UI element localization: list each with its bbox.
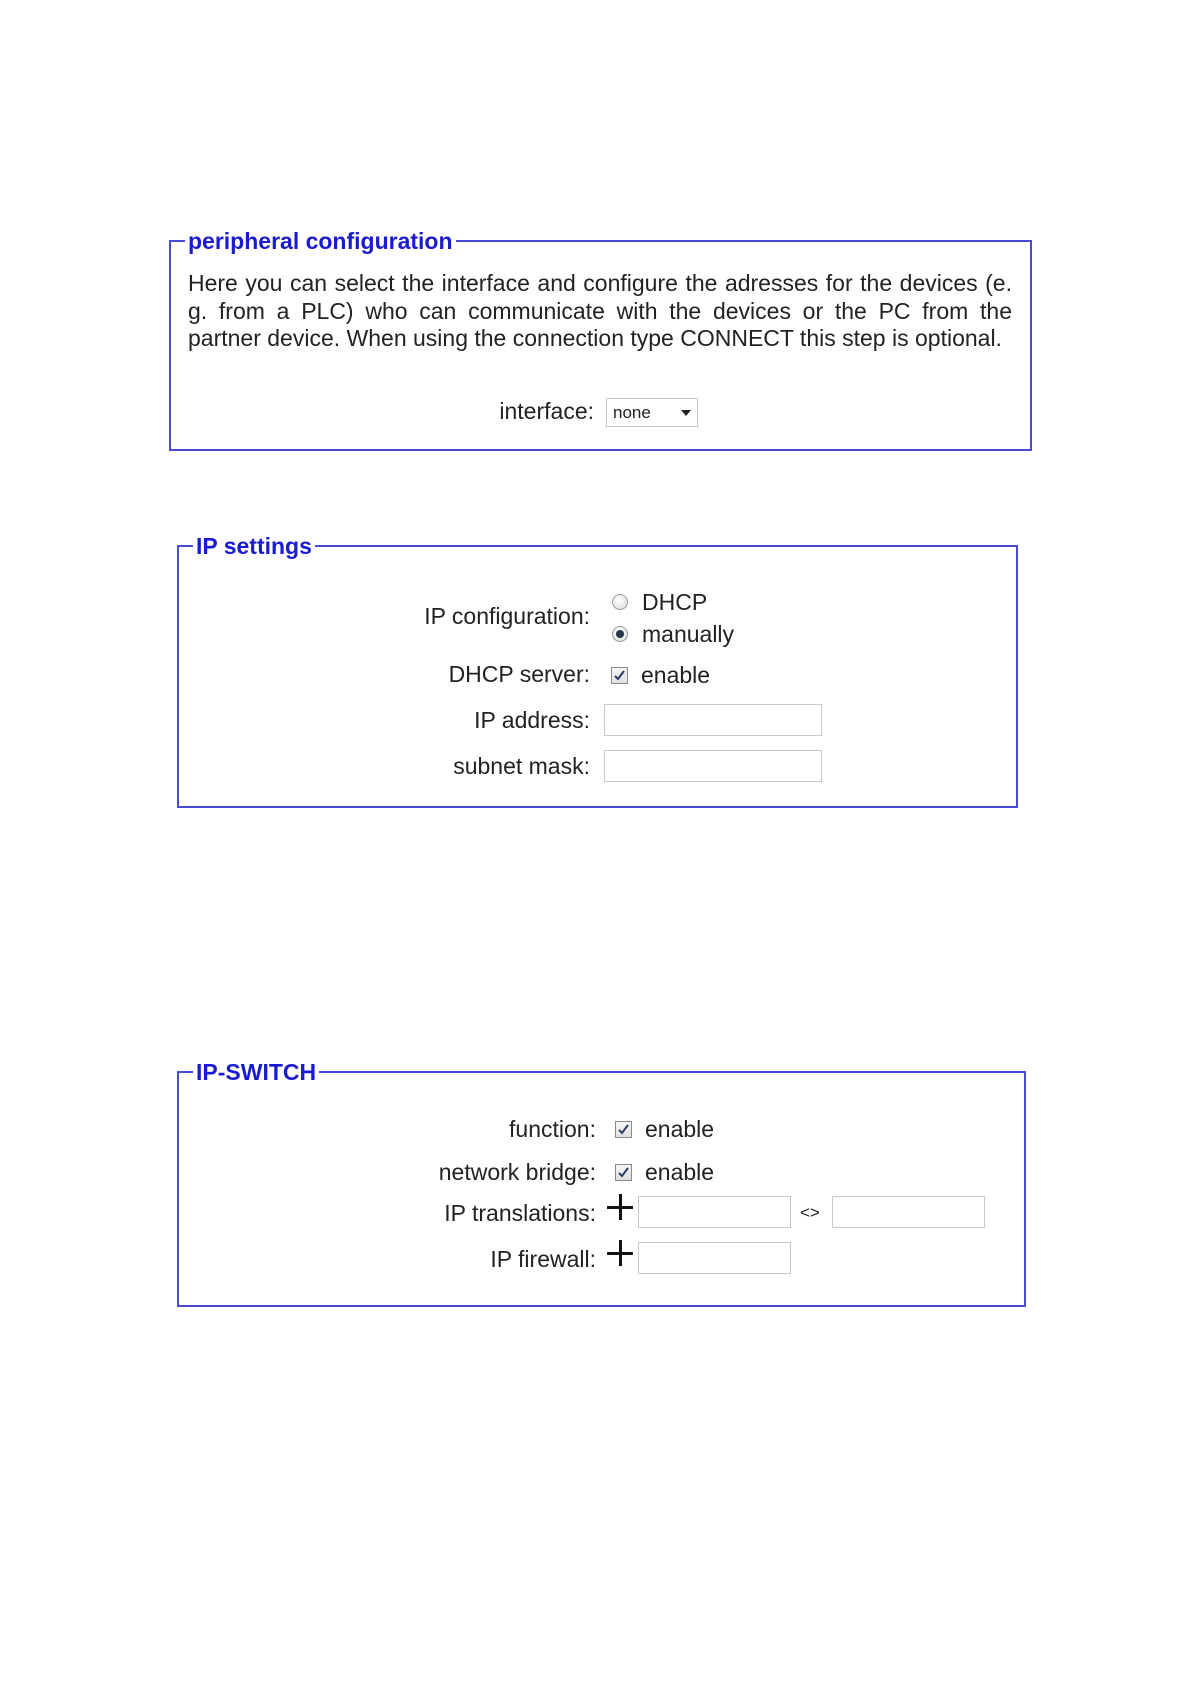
- function-label: function:: [509, 1116, 596, 1142]
- dhcp-server-option-label: enable: [641, 662, 711, 688]
- ip-translations-label: IP translations:: [444, 1200, 596, 1226]
- function-option-label: enable: [645, 1116, 715, 1142]
- checkmark-icon: [617, 1123, 630, 1136]
- translation-separator: <>: [800, 1203, 820, 1222]
- manually-radio-label: manually: [642, 621, 735, 647]
- dhcp-server-checkbox[interactable]: [611, 667, 628, 684]
- interface-select[interactable]: [606, 398, 698, 427]
- translation-source-input[interactable]: [638, 1196, 791, 1228]
- peripheral-configuration-title: peripheral configuration: [188, 228, 453, 254]
- firewall-input[interactable]: [638, 1242, 791, 1274]
- chevron-down-icon: [681, 410, 691, 416]
- peripheral-description: Here you can select the interface and configure the adresses for the devices (e. g. from a PLC) who can communicate with the devices or the PC from the partner device. When using the connection type CONNECT this step is optional.: [188, 270, 1012, 351]
- ip-address-label: IP address:: [474, 707, 590, 733]
- dhcp-radio[interactable]: [612, 594, 628, 610]
- ip-settings-panel: [177, 534, 1018, 808]
- dhcp-server-label: DHCP server:: [448, 661, 590, 687]
- network-bridge-checkbox[interactable]: [615, 1164, 632, 1181]
- network-bridge-label: network bridge:: [438, 1159, 596, 1185]
- ip-firewall-label: IP firewall:: [490, 1246, 596, 1272]
- translation-target-input[interactable]: [832, 1196, 985, 1228]
- interface-label: interface:: [499, 398, 594, 424]
- ip-settings-title: IP settings: [196, 533, 312, 559]
- ip-switch-title: IP-SWITCH: [196, 1059, 317, 1085]
- dhcp-radio-label: DHCP: [642, 589, 708, 615]
- subnet-mask-label: subnet mask:: [453, 753, 590, 779]
- ip-address-input[interactable]: [604, 704, 822, 736]
- network-bridge-option-label: enable: [645, 1159, 715, 1185]
- ip-configuration-label: IP configuration:: [424, 603, 590, 629]
- manually-radio[interactable]: [612, 626, 628, 642]
- ip-switch-panel: [177, 1060, 1026, 1307]
- add-firewall-plus-icon[interactable]: [607, 1240, 633, 1266]
- interface-select-value: none: [613, 403, 651, 422]
- function-checkbox[interactable]: [615, 1121, 632, 1138]
- checkmark-icon: [617, 1166, 630, 1179]
- add-translation-plus-icon[interactable]: [607, 1194, 633, 1220]
- subnet-mask-input[interactable]: [604, 750, 822, 782]
- checkmark-icon: [613, 669, 626, 682]
